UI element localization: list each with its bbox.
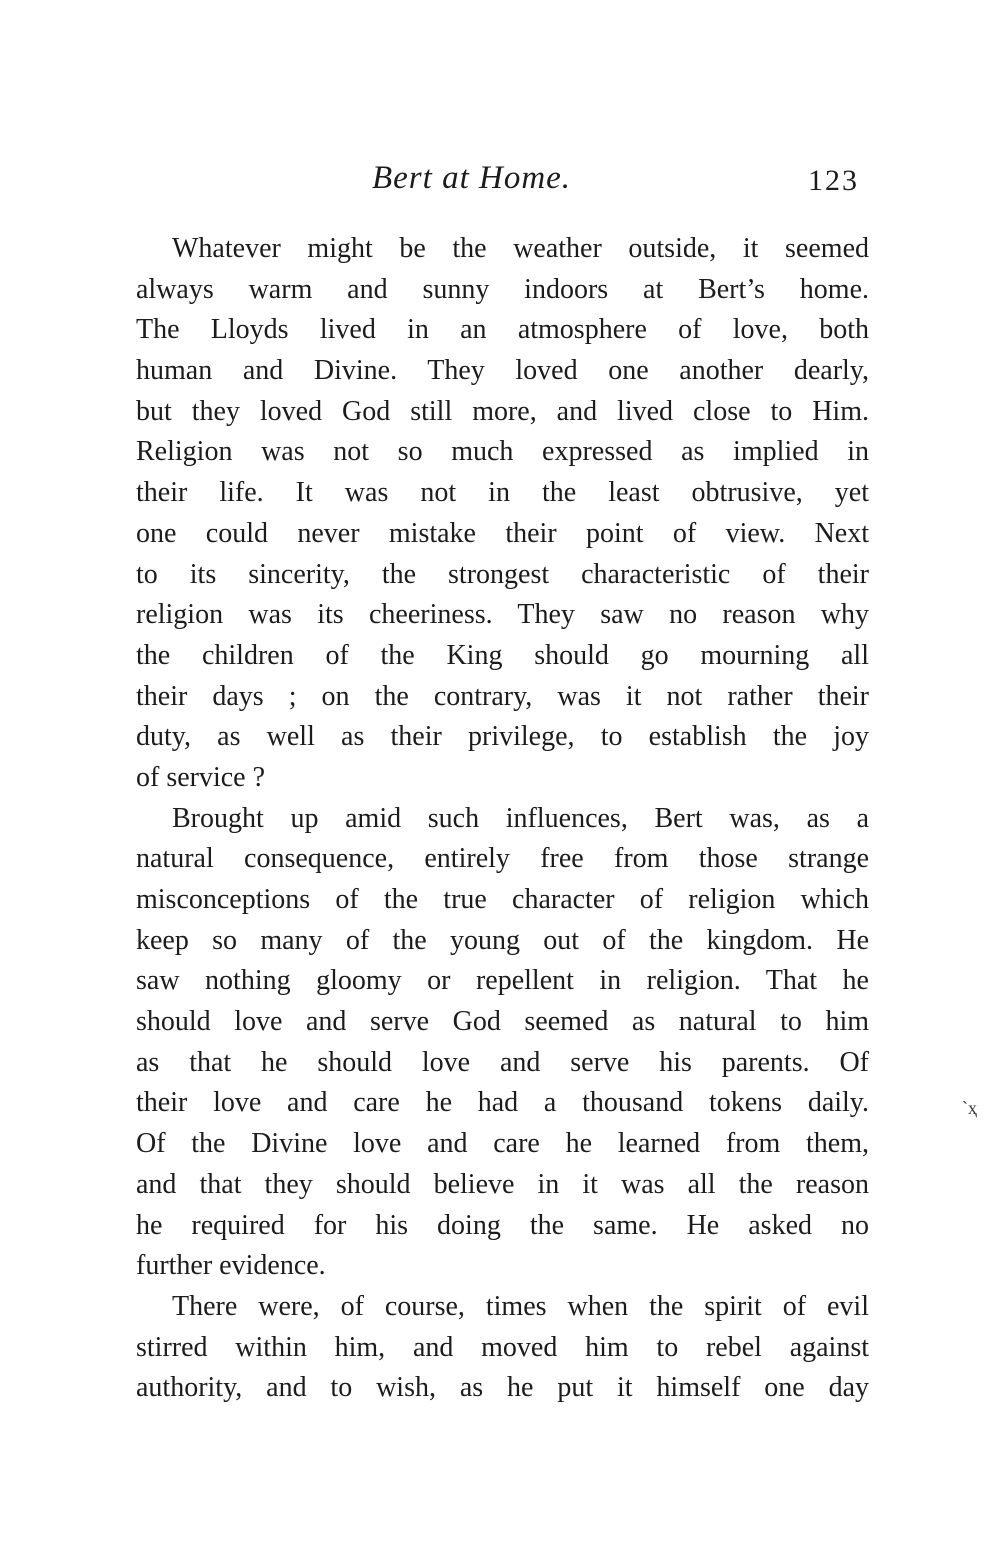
text-line: human and Divine. They loved one another dearly, [136, 355, 869, 387]
text-line: should love and serve God seemed as natural to him [136, 1006, 869, 1038]
text-line: one could never mistake their point of view. Next [136, 517, 869, 549]
running-head [0, 160, 1000, 210]
text-line: their life. It was not in the least obtrusive, yet [136, 477, 869, 509]
paragraph-1 [136, 229, 869, 799]
text-line: the children of the King should go mourning all [136, 639, 869, 671]
text-line: authority, and to wish, as he put it himself one day [136, 1372, 869, 1404]
text-line: and that they should believe in it was all the reason [136, 1168, 869, 1200]
text-line: to its sincerity, the strongest characteristic of their [136, 558, 869, 590]
text-line: Brought up amid such influences, Bert was, as a [172, 802, 869, 834]
text-line: Of the Divine love and care he learned from them, [136, 1128, 869, 1160]
text-line: The Lloyds lived in an atmosphere of love, both [136, 314, 869, 346]
text-line: as that he should love and serve his parents. Of [136, 1046, 869, 1078]
text-line: their love and care he had a thousand tokens daily. [136, 1087, 869, 1119]
text-line: keep so many of the young out of the kingdom. He [136, 924, 869, 956]
text-line: natural consequence, entirely free from those strange [136, 843, 869, 875]
text-line: There were, of course, times when the spirit of evil [172, 1290, 869, 1322]
text-line: Religion was not so much expressed as implied in [136, 436, 869, 468]
text-line: always warm and sunny indoors at Bert’s home. [136, 273, 869, 305]
page-number: 123 [808, 164, 859, 197]
text-line: their days ; on the contrary, was it not rather their [136, 680, 869, 712]
text-line: of service ? [136, 761, 266, 793]
text-line: saw nothing gloomy or repellent in religion. That he [136, 965, 869, 997]
paragraph-3 [136, 1287, 869, 1409]
text-line: religion was its cheeriness. They saw no reason why [136, 599, 869, 631]
paragraph-2 [136, 799, 869, 1287]
text-line: Whatever might be the weather outside, it seemed [172, 233, 869, 264]
text-line: he required for his doing the same. He asked no [136, 1209, 869, 1241]
marginal-mark: `ҳ [962, 1098, 977, 1118]
running-title: Bert at Home. [372, 160, 572, 196]
text-line: duty, as well as their privilege, to establish the joy [136, 721, 869, 753]
text-line: misconceptions of the true character of religion which [136, 884, 869, 915]
body-text [136, 229, 869, 1409]
text-line: but they loved God still more, and lived close to Him. [136, 395, 869, 427]
text-line: stirred within him, and moved him to rebel against [136, 1331, 869, 1363]
text-line: further evidence. [136, 1250, 326, 1282]
